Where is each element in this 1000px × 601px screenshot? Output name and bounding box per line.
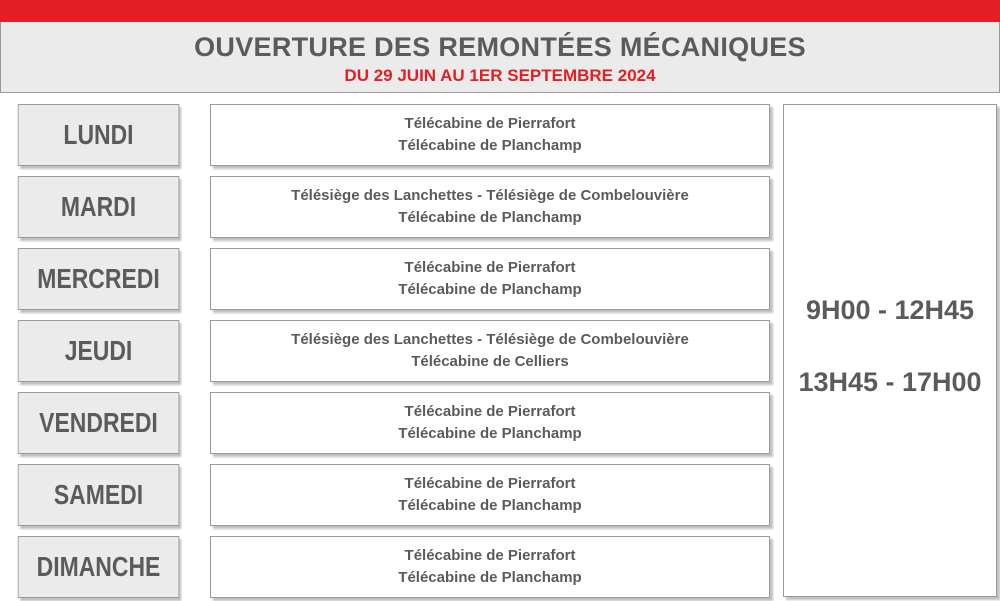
day-label-monday: LUNDI	[18, 104, 180, 166]
lift-line: Télécabine de Planchamp	[398, 209, 582, 226]
lift-line: Télécabine de Pierrafort	[404, 403, 576, 420]
lifts-sunday	[210, 536, 770, 598]
page-title: OUVERTURE DES REMONTÉES MÉCANIQUES	[194, 32, 806, 62]
day-label-saturday: SAMEDI	[18, 464, 180, 526]
lift-line: Télécabine de Planchamp	[398, 497, 582, 514]
lifts-thursday	[210, 320, 770, 382]
day-label-friday: VENDREDI	[18, 392, 180, 454]
top-accent-bar	[0, 0, 1000, 22]
day-label-wednesday: MERCREDI	[18, 248, 180, 310]
lifts-friday	[210, 392, 770, 454]
day-label-thursday: JEUDI	[18, 320, 180, 382]
lift-line: Télécabine de Planchamp	[398, 425, 582, 442]
lift-line: Télécabine de Pierrafort	[404, 115, 576, 132]
date-range-subtitle: DU 29 JUIN AU 1ER SEPTEMBRE 2024	[344, 66, 656, 85]
lift-line: Télésiège des Lanchettes - Télésiège de Combelouvière	[291, 187, 689, 204]
lift-line: Télésiège des Lanchettes - Télésiège de Combelouvière	[291, 331, 689, 348]
lifts-monday	[210, 104, 770, 166]
lifts-wednesday	[210, 248, 770, 310]
lift-line: Télécabine de Planchamp	[398, 281, 582, 298]
lifts-saturday	[210, 464, 770, 526]
day-label-sunday: DIMANCHE	[18, 536, 180, 598]
opening-hours-panel	[783, 104, 997, 597]
lift-line: Télécabine de Planchamp	[398, 137, 582, 154]
lift-line: Télécabine de Celliers	[411, 353, 569, 370]
morning-hours: 9H00 - 12H45	[805, 295, 975, 325]
lift-line: Télécabine de Pierrafort	[404, 259, 576, 276]
lift-line: Télécabine de Planchamp	[398, 569, 582, 586]
day-label-tuesday: MARDI	[18, 176, 180, 238]
header	[0, 22, 1000, 93]
afternoon-hours: 13H45 - 17H00	[798, 367, 982, 397]
lifts-tuesday	[210, 176, 770, 238]
lift-line: Télécabine de Pierrafort	[404, 547, 576, 564]
lift-line: Télécabine de Pierrafort	[404, 475, 576, 492]
